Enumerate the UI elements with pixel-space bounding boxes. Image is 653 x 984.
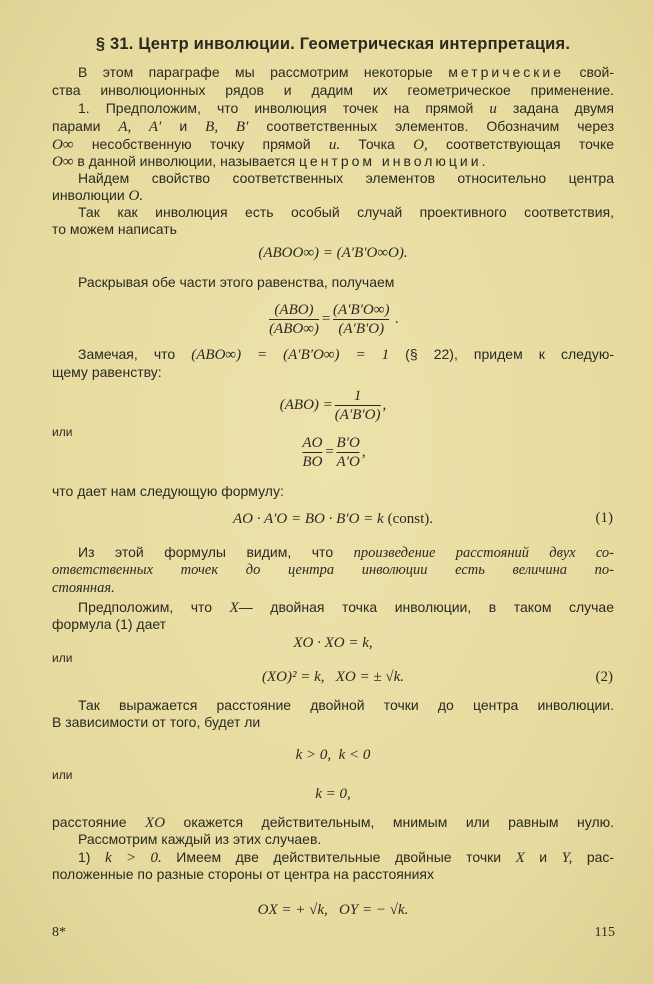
formula: (XO)² = k, XO = ± √k. (261, 669, 405, 685)
denominator: (A′B′O) (334, 407, 381, 423)
text: — двойная точка инволюции, в таком случае (238, 599, 615, 615)
page-number: 115 (594, 925, 615, 940)
text-line: Так как инволюция есть особый случай проективного соответствия, (78, 204, 614, 220)
item-number: 1) (78, 849, 91, 865)
text-line: или (52, 425, 73, 439)
text-line (52, 346, 614, 363)
denominator: A′O (336, 454, 360, 470)
text: инволюции (52, 187, 125, 203)
math: XO (145, 815, 166, 831)
text: свой- (579, 64, 615, 80)
spaced-term: метрические (448, 64, 565, 80)
text: Предположим, что инволюция точек на прямой (105, 100, 474, 116)
text-line (52, 599, 614, 616)
spaced-term: центром инволюции. (299, 153, 489, 169)
math: A, A′ (118, 119, 162, 135)
text: В этом параграфе мы рассмотрим некоторые (78, 64, 433, 80)
section-title: § 31. Центр инволюции. Геометрическая интерпретация. (95, 35, 571, 53)
text-line: что дает нам следующую формулу: (52, 483, 284, 499)
text-line: или (52, 651, 73, 665)
text-line: положенные по разные стороны от центра на расстояниях (52, 866, 434, 882)
numerator: AO (302, 435, 323, 451)
formula (233, 508, 433, 529)
text: в данной инволюции, называется (77, 153, 296, 169)
item-number: 1. (78, 100, 90, 116)
math: O. (128, 188, 144, 204)
equation-number: (1) (595, 510, 613, 526)
numerator: 1 (353, 388, 362, 404)
formula: (ABOO∞) = (A′B′O∞O). (258, 245, 408, 261)
text: задана двумя (512, 100, 615, 116)
math: O, (413, 137, 428, 153)
text: рас- (586, 849, 615, 865)
formula-fraction (280, 387, 387, 424)
math: X (515, 850, 525, 866)
formula-fraction (267, 301, 399, 338)
text-line (52, 100, 614, 117)
text: окажется действительным, мнимым или равным нулю. (183, 814, 615, 830)
text: несобственную точку прямой (91, 136, 311, 152)
text: и (179, 118, 188, 134)
equation-number: (2) (595, 669, 613, 685)
formula: k > 0, k < 0 (295, 747, 371, 763)
text: соответствующая точке (446, 136, 615, 152)
text-line: то можем написать (52, 221, 177, 237)
math: (const). (387, 511, 433, 527)
text-line (52, 64, 614, 81)
text: Имеем две действительные двойные точки (176, 849, 502, 865)
text-line: Раскрывая обе части этого равенства, получаем (78, 274, 395, 290)
text-line (52, 814, 614, 831)
text-line: ства инволюционных рядов и дадим их геометрическое применение. (52, 82, 614, 98)
text: расстояние (52, 814, 127, 830)
punct: . (395, 310, 399, 327)
text-line: Найдем свойство соответственных элементов относительно центра (78, 170, 614, 186)
numerator: (ABO) (274, 302, 314, 318)
text: Точка (358, 136, 395, 152)
math: (ABO∞) = (A′B′O∞) = 1 (191, 347, 390, 363)
math: O∞ (52, 154, 74, 170)
denominator: BO (302, 454, 323, 470)
text: парами (52, 118, 101, 134)
math: X (229, 600, 239, 616)
text: Замечая, что (78, 346, 176, 362)
text: и (539, 849, 548, 865)
text-line (52, 544, 614, 561)
text-line (52, 118, 614, 135)
text-line: формула (1) дает (52, 616, 167, 632)
signature-mark: 8* (52, 925, 66, 940)
formula-fraction (300, 434, 365, 471)
text-line (52, 849, 614, 866)
denominator: (A′B′O) (333, 319, 389, 338)
lhs: (ABO) = (279, 396, 333, 413)
numerator: B′O (336, 435, 360, 451)
text: Предположим, что (78, 599, 213, 615)
numerator: (A′B′O∞) (333, 302, 390, 318)
text-line: или (52, 768, 73, 782)
math: k > 0. (104, 850, 162, 866)
equals: = (320, 310, 332, 327)
math: u (489, 101, 497, 117)
formula: OX = + √k, OY = − √k. (257, 902, 409, 918)
punct: , (361, 443, 366, 460)
text: соответственных элементов. Обозначим через (266, 118, 615, 134)
text-line: щему равенству: (52, 364, 162, 380)
formula: k = 0, (315, 786, 351, 802)
math: AO · A′O = BO · B′O = k (233, 511, 384, 527)
math: Y, (561, 850, 573, 866)
math: O∞ (52, 137, 74, 153)
text: (§ 22), придем к следую- (405, 346, 614, 362)
formula: XO · XO = k, (293, 635, 373, 651)
emphasis-line: стоянная. (52, 580, 115, 596)
text-line (52, 153, 614, 170)
emphasis-line: ответственных точек до центра инволюции есть величина по- (52, 562, 614, 578)
math: B, B′ (205, 119, 249, 135)
math: u. (328, 137, 341, 153)
equals: = (324, 443, 335, 460)
text-line: В зависимости от того, будет ли (52, 714, 261, 730)
text-line (52, 187, 614, 204)
text-line: Рассмотрим каждый из этих случаев. (78, 831, 322, 847)
text-line: Так выражается расстояние двойной точки до центра инволюции. (78, 697, 614, 713)
denominator: (ABO∞) (269, 321, 319, 337)
punct: , (382, 396, 387, 413)
emphasis: произведение расстояний двух со- (353, 545, 615, 561)
text: Из этой формулы видим, что (78, 544, 334, 560)
text-line (52, 136, 614, 153)
